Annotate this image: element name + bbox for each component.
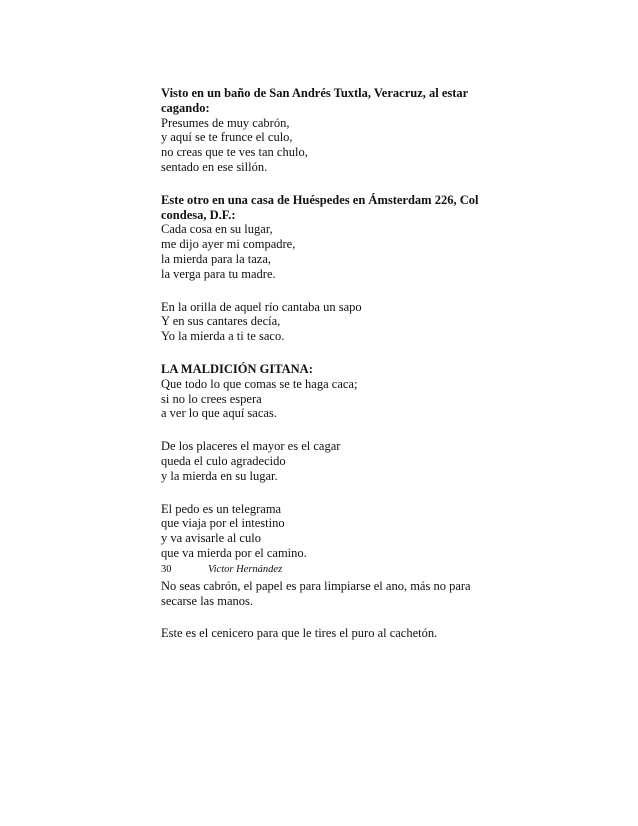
verse-line: a ver lo que aquí sacas.	[161, 406, 277, 421]
section-san-andres	[161, 86, 481, 175]
verse-line: y aquí se te frunce el culo,	[161, 130, 293, 145]
paragraph-papel	[161, 579, 481, 609]
paragraph-cenicero	[161, 626, 481, 641]
verse-line: Que todo lo que comas se te haga caca;	[161, 376, 358, 391]
prose-paragraph: Este es el cenicero para que le tires el puro al cachetón.	[161, 626, 438, 641]
prose-paragraph: No seas cabrón, el papel es para limpiarse el ano, más no para secarse las manos.	[161, 578, 471, 608]
page-number: 30	[161, 564, 172, 575]
verse-line: Yo la mierda a ti te saco.	[161, 329, 285, 344]
verse-line: la mierda para la taza,	[161, 251, 271, 266]
section-heading: Este otro en una casa de Huéspedes en Ámsterdam 226, Col condesa, D.F.:	[161, 192, 479, 222]
section-maldicion-gitana	[161, 362, 481, 421]
verse-line: sentado en ese sillón.	[161, 159, 268, 174]
verse-line: la verga para tu madre.	[161, 266, 276, 281]
author-name: Victor Hernández	[208, 564, 283, 575]
verse-line: que viaja por el intestino	[161, 516, 285, 531]
section-placeres	[161, 439, 481, 483]
section-amsterdam	[161, 193, 481, 282]
verse-line: El pedo es un telegrama	[161, 501, 282, 516]
section-sapo	[161, 300, 481, 344]
verse-line: En la orilla de aquel río cantaba un sapo	[161, 299, 362, 314]
verse-line: De los placeres el mayor es el cagar	[161, 439, 341, 454]
section-heading: Visto en un baño de San Andrés Tuxtla, Veracruz, al estar cagando:	[161, 86, 468, 115]
verse-line: y la mierda en su lugar.	[161, 468, 278, 483]
verse-line: Y en sus cantares decía,	[161, 314, 281, 329]
section-heading: LA MALDICIÓN GITANA:	[161, 361, 313, 376]
verse-line: queda el culo agradecido	[161, 453, 286, 468]
verse-line: Presumes de muy cabrón,	[161, 115, 290, 130]
verse-line: Cada cosa en su lugar,	[161, 222, 273, 237]
section-telegrama	[161, 502, 481, 561]
verse-line: y va avisarle al culo	[161, 531, 261, 546]
verse-line: si no lo crees espera	[161, 391, 262, 406]
page-footer	[161, 564, 282, 575]
verse-line: no creas que te ves tan chulo,	[161, 145, 308, 160]
verse-line: me dijo ayer mi compadre,	[161, 237, 296, 252]
verse-line: que va mierda por el camino.	[161, 545, 307, 560]
